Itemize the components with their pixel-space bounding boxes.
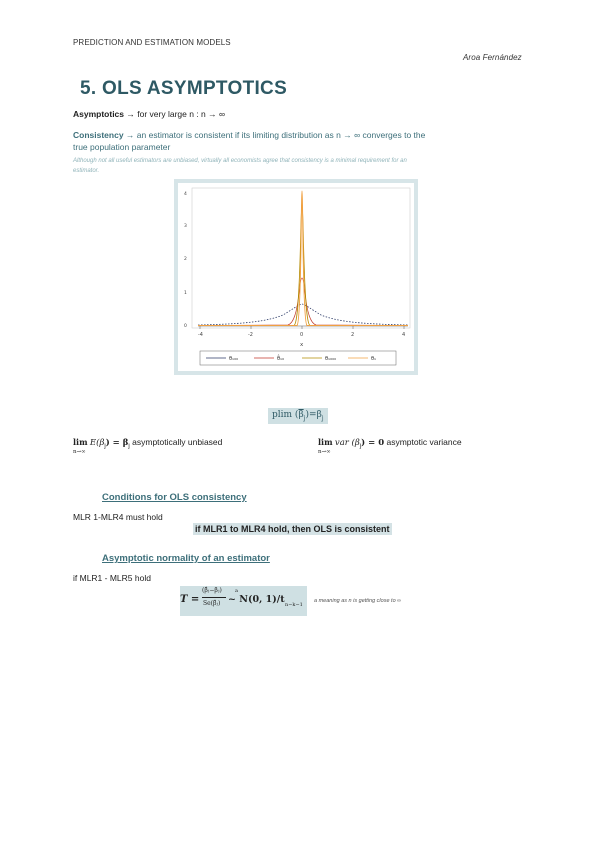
conditions-highlight: if MLR1 to MLR4 hold, then OLS is consistent <box>195 524 390 534</box>
lim-desc: asymptotically unbiased <box>132 437 223 447</box>
lim-close: ) = β <box>105 438 129 448</box>
x-tick-label: -4 <box>198 332 203 338</box>
lim-symbol: lim <box>73 437 88 447</box>
approx-note: a meaning as n is getting close to ∞ <box>314 598 402 604</box>
normality-line: if MLR1 - MLR5 hold <box>73 573 151 583</box>
fraction-bar <box>202 597 226 598</box>
consistency-text-1: → an estimator is consistent if its limiting distribution as n → ∞ converges to the <box>125 130 426 140</box>
lim-expr: var (β <box>334 438 360 448</box>
lim-desc: asymptotic variance <box>386 437 462 447</box>
consistency-note-2: estimator. <box>73 168 100 174</box>
conditions-line: MLR 1-MLR4 must hold <box>73 512 163 522</box>
consistency-text-2: true population parameter <box>73 142 171 152</box>
t-numerator: (β̂ⱼ−βⱼ) <box>202 587 222 594</box>
x-tick-label: -2 <box>248 332 253 338</box>
t-df: n−k−1 <box>285 602 303 608</box>
y-tick-label: 3 <box>184 224 187 229</box>
conditions-heading: Conditions for OLS consistency <box>102 492 247 503</box>
running-header: PREDICTION AND ESTIMATION MODELS <box>73 38 231 47</box>
lim-sub: j <box>104 443 106 450</box>
normality-heading: Asymptotic normality of an estimator <box>102 553 270 564</box>
asymptotics-text: → for very large n : n → ∞ <box>126 109 226 119</box>
legend-label: θ₁₀₀₀ <box>325 356 337 362</box>
x-tick-label: 2 <box>351 332 355 338</box>
consistency-figure <box>174 179 418 375</box>
lim-variance <box>318 437 462 455</box>
legend-label: θ₁ <box>371 356 377 362</box>
x-tick-label: 4 <box>402 332 406 338</box>
asymptotics-term: Asymptotics <box>73 109 125 119</box>
t-symbol: T = <box>180 594 200 605</box>
plim-suffix: )=β <box>305 410 322 420</box>
t-distribution: ~ N(0, 1)/t <box>228 594 285 605</box>
t-denominator: Se(β̂ⱼ) <box>203 600 221 607</box>
lim-under: n→∞ <box>318 448 331 455</box>
t-statistic-formula <box>180 586 307 616</box>
x-axis-label: x <box>300 342 304 348</box>
lim-sub: j <box>359 443 362 450</box>
y-tick-label: 1 <box>184 291 187 296</box>
approx-marker: a <box>235 588 238 594</box>
author-name: Aroa Fernández <box>463 53 522 62</box>
page-title: 5. OLS ASYMPTOTICS <box>80 78 288 99</box>
asymptotics-definition <box>73 109 225 119</box>
consistency-note-1: Although not all useful estimators are unbiased, virtually all economists agree that consistency is a minimal requirement for an <box>73 158 407 164</box>
y-tick-label: 0 <box>184 324 187 329</box>
y-tick-label: 2 <box>184 257 187 262</box>
y-tick-label: 4 <box>184 192 187 197</box>
x-tick-label: 0 <box>300 332 304 338</box>
lim-under: n→∞ <box>73 448 86 455</box>
density-plot <box>178 183 414 371</box>
plim-beta: $\overline{\beta}$ <box>298 410 304 420</box>
plim-suffix-sub: j <box>321 414 324 422</box>
consistency-term: Consistency <box>73 130 124 140</box>
lim-close: ) = 0 <box>361 438 385 448</box>
lim-symbol: lim <box>318 437 333 447</box>
plim-prefix: plim ( <box>272 410 299 420</box>
consistency-definition <box>73 129 533 153</box>
lim-expr: E(β <box>89 438 105 448</box>
plim-sub: j <box>303 414 306 422</box>
plim-formula <box>268 408 328 424</box>
legend-label: θ₁₀₀ <box>229 356 239 362</box>
lim-unbiased <box>73 437 222 455</box>
legend-label: θ̂₁₀ <box>277 356 285 362</box>
consistency-note <box>73 156 533 176</box>
lim-sub2: j <box>128 443 130 450</box>
